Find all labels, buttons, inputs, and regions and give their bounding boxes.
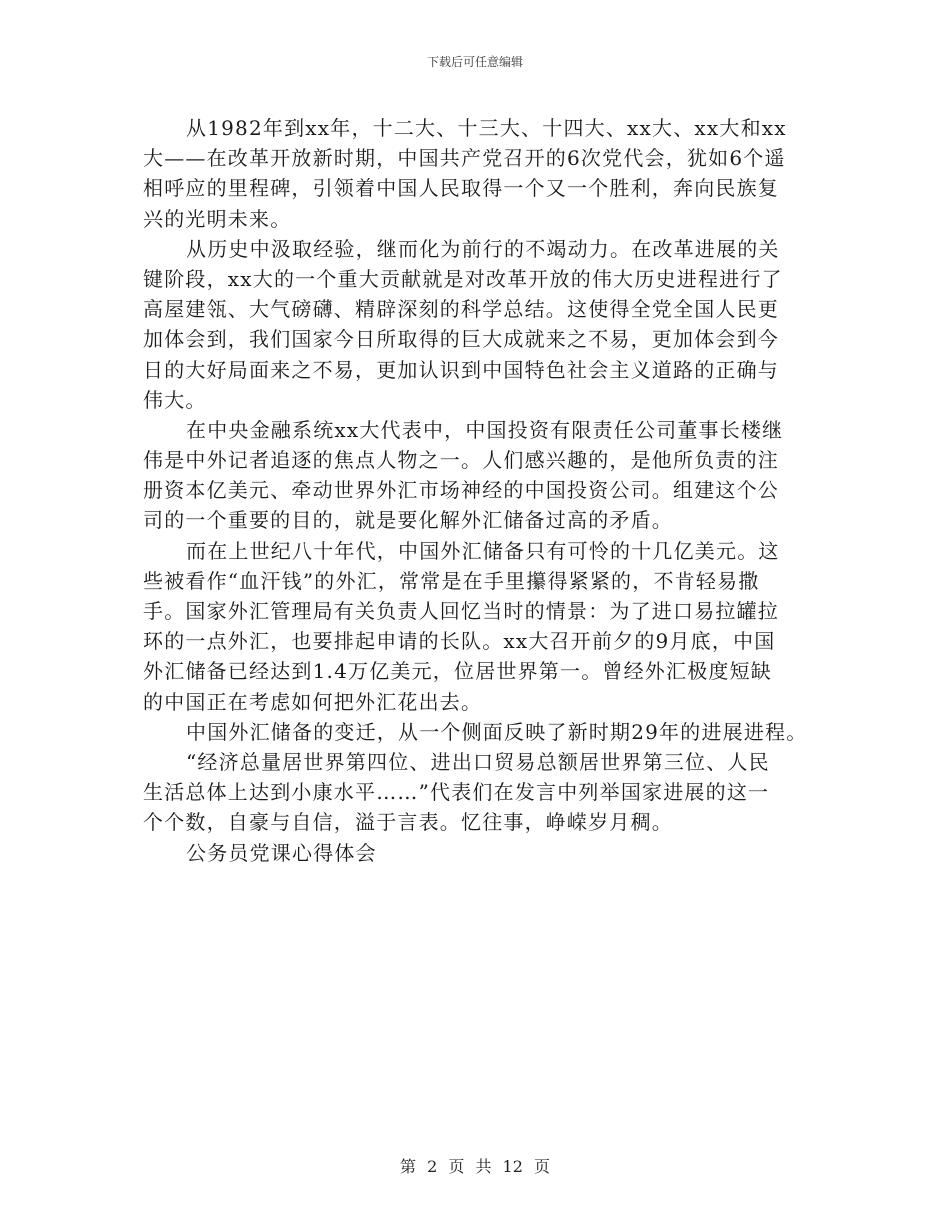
text-line: “经济总量居世界第四位、进出口贸易总额居世界第三位、人民: [186, 749, 770, 774]
text-line: 册资本亿美元、牵动世界外汇市场神经的中国投资公司。组建这个公: [143, 478, 779, 503]
text-line: 外汇储备已经达到1.4万亿美元，位居世界第一。曾经外汇极度短缺: [143, 659, 773, 684]
text-line: 从1982年到xx年，十二大、十三大、十四大、xx大、xx大和xx: [186, 116, 787, 140]
text-line: 个个数，自豪与自信，溢于言表。忆往事，峥嵘岁月稠。: [143, 810, 673, 835]
text-line: 日的大好局面来之不易，更加认识到中国特色社会主义道路的正确与: [143, 357, 779, 382]
text-line: 公务员党课心得体会: [186, 840, 377, 865]
text-line: 环的一点外汇，也要排起申请的长队。xx大召开前夕的9月底，中国: [143, 629, 776, 654]
text-line: 兴的光明未来。: [143, 206, 292, 231]
text-line: 手。国家外汇管理局有关负责人回忆当时的情景：为了进口易拉罐拉: [143, 599, 779, 623]
text-line: 司的一个重要的目的，就是要化解外汇储备过高的矛盾。: [143, 508, 673, 533]
text-line: 而在上世纪八十年代，中国外汇储备只有可怜的十几亿美元。这: [186, 538, 780, 563]
text-line: 在中央金融系统xx大代表中，中国投资有限责任公司董事长楼继: [186, 417, 784, 442]
text-line: 伟是中外记者追逐的焦点人物之一。人们感兴趣的，是他所负责的注: [143, 448, 779, 473]
page-number-footer: 第 2 页 共 12 页: [400, 1157, 550, 1176]
text-line: 键阶段，xx大的一个重大贡献就是对改革开放的伟大历史进程进行了: [143, 266, 783, 291]
text-line: 伟大。: [143, 387, 207, 412]
document-body: [143, 113, 823, 868]
text-line: 大——在改革开放新时期，中国共产党召开的6次党代会，犹如6个遥: [143, 146, 786, 171]
text-line: 些被看作“血汗钱”的外汇，常常是在手里攥得紧紧的，不肯轻易撒: [143, 568, 760, 593]
text-line: 从历史中汲取经验，继而化为前行的不竭动力。在改革进展的关: [186, 236, 780, 261]
text-line: 加体会到，我们国家今日所取得的巨大成就来之不易，更加体会到今: [143, 327, 779, 352]
text-line: 高屋建瓴、大气磅礴、精辟深刻的科学总结。这使得全党全国人民更: [143, 297, 779, 322]
text-line: 相呼应的里程碑，引领着中国人民取得一个又一个胜利，奔向民族复: [143, 176, 779, 201]
text-line: 中国外汇储备的变迁，从一个侧面反映了新时期29年的进展进程。: [186, 719, 808, 744]
text-line: 的中国正在考虑如何把外汇花出去。: [143, 689, 483, 714]
page-header-note: 下载后可任意编辑: [426, 55, 523, 69]
text-line: 生活总体上达到小康水平……”代表们在发言中列举国家进展的这一: [143, 780, 770, 805]
